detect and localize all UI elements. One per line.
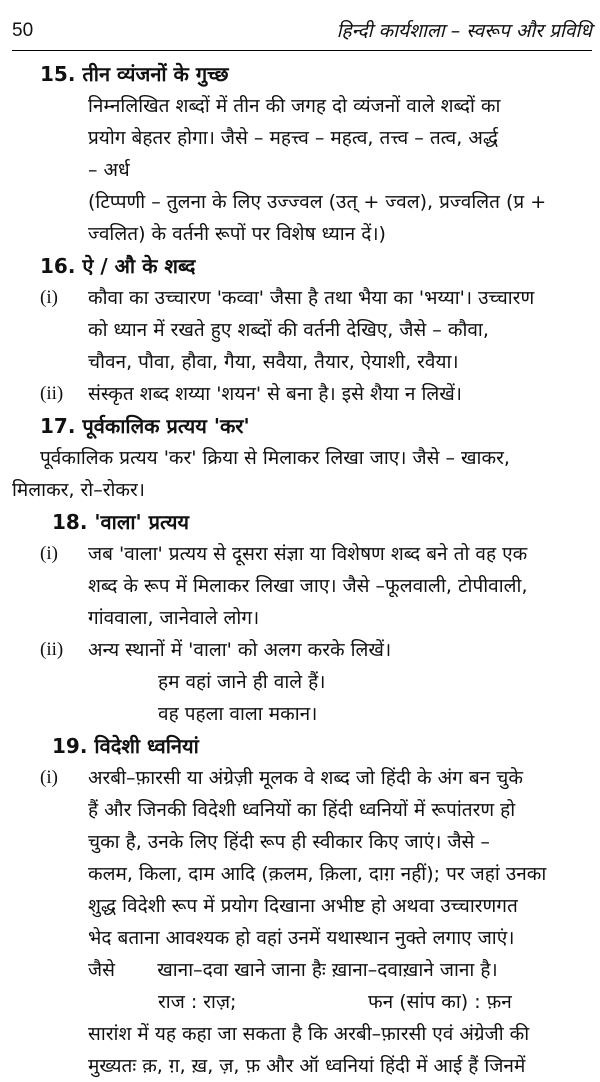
text-line: पूर्वकालिक प्रत्यय 'कर' क्रिया से मिलाकर लिखा जाए। जैसे – खाकर, [40,447,510,469]
list-item [0,378,600,410]
section-heading: 16. ऐ / औ के शब्द [40,254,196,278]
text-line: चौवन, पौवा, हौवा, गैया, सवैया, तैयार, ऐयाशी, रवैया। [88,351,459,373]
example-right: फन (सांप का) : फ़न [368,991,512,1013]
section-18 [0,506,600,730]
section-17 [0,410,600,506]
section-19 [0,730,600,1082]
section-16 [0,250,600,410]
text-line: कौवा का उच्चारण 'कव्वा' जैसा है तथा भैया का 'भय्या'। उच्चारण [88,287,535,309]
text-line: शुद्ध विदेशी रूप में प्रयोग दिखाना अभीष्ट हो अथवा उच्चारणगत [88,895,518,917]
header-rule [12,50,592,51]
text-line: को ध्यान में रखते हुए शब्दों की वर्तनी देखिए, जैसे – कौवा, [88,319,489,341]
item-marker: (i) [40,543,58,564]
page-number: 50 [12,20,34,41]
text-line: अन्य स्थानों में 'वाला' को अलग करके लिखें। [88,639,392,661]
text-line: शब्द के रूप में मिलाकर लिखा जाए। जैसे –फूलवाली, टोपीवाली, [88,575,528,597]
running-title: हिन्दी कार्यशाला – स्वरूप और प्रविधि [336,20,592,42]
text-line: अरबी–फ़ारसी या अंग्रेज़ी मूलक वे शब्द जो हिंदी के अंग बन चुके [88,767,523,789]
example-left: राज : राज़; [158,991,237,1013]
section-heading: 18. 'वाला' प्रत्यय [52,510,190,534]
text-line: भेद बताना आवश्यक हो वहां उनमें यथास्थान नुक्ते लगाए जाएं। [88,927,515,949]
text-line: मिलाकर, रो–रोकर। [12,479,145,501]
text-line: मुख्यतः क़, ग़, ख़, ज़, फ़ और ऑ ध्वनियां हिंदी में आई हैं जिनमें [88,1055,526,1077]
text-line: जैसे खाना–दवा खाने जाना हैः ख़ाना–दवाख़ाने जाना है। [88,959,498,981]
item-marker: (i) [40,767,58,788]
text-line: (टिप्पणी – तुलना के लिए उज्ज्वल (उत् + ज्वल), प्रज्वलित (प्र + [88,191,547,213]
list-item [0,538,600,634]
example-line: हम वहां जाने ही वाले हैं। [158,671,326,693]
text-line: ज्वलित) के वर्तनी रूपों पर विशेष ध्यान दें।) [88,223,386,245]
text-line: संस्कृत शब्द शय्या 'शयन' से बना है। इसे शैया न लिखें। [88,383,462,405]
text-line: चुका है, उनके लिए हिंदी रूप ही स्वीकार किए जाएं। जैसे – [88,831,490,853]
example-line: वह पहला वाला मकान। [158,703,318,725]
list-item [0,282,600,378]
item-marker: (ii) [40,639,64,660]
section-heading: 19. विदेशी ध्वनियां [52,734,199,758]
section-heading: 17. पूर्वकालिक प्रत्यय 'कर' [40,414,250,438]
text-line: – अर्ध [88,159,130,181]
page-header [12,14,592,48]
text-line: सारांश में यह कहा जा सकता है कि अरबी–फ़ारसी एवं अंग्रेजी की [88,1023,530,1045]
section-15 [0,58,600,250]
text-line: कलम, किला, दाम आदि (क़लम, क़िला, दाग़ नहीं); पर जहां उनका [88,863,547,885]
text-line: गांववाला, जानेवाले लोग। [88,607,260,629]
list-item [0,634,600,666]
text-line: जब 'वाला' प्रत्यय से दूसरा संज्ञा या विशेषण शब्द बने तो वह एक [88,543,528,565]
page-body [0,58,600,1082]
text-line: हैं और जिनकी विदेशी ध्वनियों का हिंदी ध्वनियों में रूपांतरण हो [88,799,516,821]
list-item [0,762,600,986]
text-line: निम्नलिखित शब्दों में तीन की जगह दो व्यंजनों वाले शब्दों का [88,95,501,117]
text-line: प्रयोग बेहतर होगा। जैसे – महत्त्व – महत्व, तत्त्व – तत्व, अर्द्ध [88,127,499,149]
example-row [0,986,600,1018]
item-marker: (i) [40,287,58,308]
item-marker: (ii) [40,383,64,404]
section-heading: 15. तीन व्यंजनों के गुच्छ [40,62,229,86]
